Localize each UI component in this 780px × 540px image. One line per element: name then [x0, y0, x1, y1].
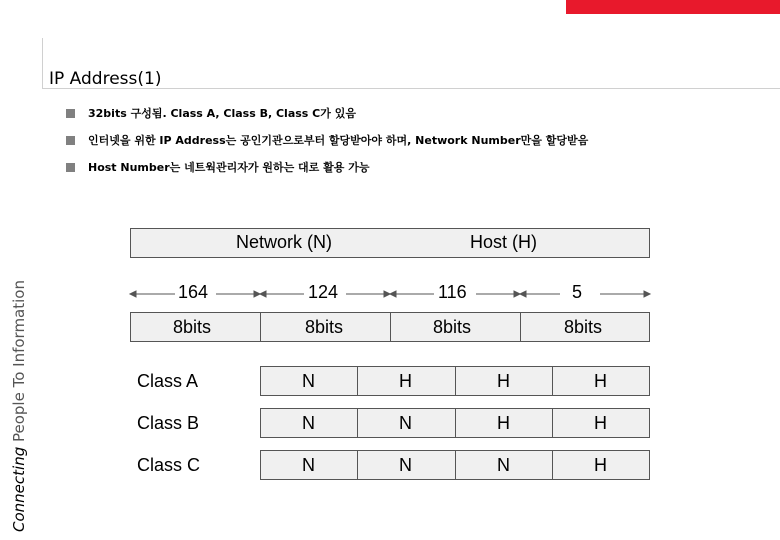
class-divider	[552, 366, 553, 396]
class-divider	[552, 450, 553, 480]
octet-bits-label: 8bits	[564, 317, 603, 337]
bits-divider	[260, 312, 261, 342]
class-part: N	[399, 413, 412, 433]
bits-divider	[390, 312, 391, 342]
octet-bits-label: 8bits	[305, 317, 344, 337]
bullet-text: Host Number는 네트웍관리자가 원하는 대로 활용 가능	[88, 161, 370, 174]
class-part: H	[594, 371, 607, 391]
bits-divider	[520, 312, 521, 342]
class-part: H	[497, 413, 510, 433]
class-part: N	[399, 455, 412, 475]
class-part: H	[497, 371, 510, 391]
octet-value: 124	[308, 282, 339, 302]
octet-value: 116	[438, 282, 467, 302]
side-caption-rest: People To Information	[10, 280, 28, 447]
octet-bits-label: 8bits	[433, 317, 472, 337]
class-divider	[455, 450, 456, 480]
slide-title: IP Address(1)	[49, 69, 162, 89]
class-part: H	[594, 413, 607, 433]
class-divider	[455, 408, 456, 438]
host-header-label: Host (H)	[470, 232, 537, 252]
class-divider	[357, 366, 358, 396]
class-divider	[357, 408, 358, 438]
class-part: N	[497, 455, 510, 475]
class-label: Class C	[137, 455, 201, 475]
class-divider	[357, 450, 358, 480]
octet-value: 5	[572, 282, 583, 302]
octet-bits-label: 8bits	[173, 317, 212, 337]
class-label: Class A	[137, 371, 199, 391]
class-part: H	[399, 371, 412, 391]
class-divider	[455, 366, 456, 396]
side-caption-italic: Connecting	[10, 446, 28, 532]
class-part: H	[594, 455, 607, 475]
bullet-text: 32bits 구성됨. Class A, Class B, Class C가 있음	[88, 107, 356, 120]
class-part: N	[302, 413, 315, 433]
class-divider	[552, 408, 553, 438]
class-part: N	[302, 455, 315, 475]
class-part: N	[302, 371, 315, 391]
network-header-label: Network (N)	[236, 232, 333, 252]
class-label: Class B	[137, 413, 200, 433]
bullet-text: 인터넷을 위한 IP Address는 공인기관으로부터 할당받아야 하며, Network Number만을 할당받음	[88, 134, 589, 147]
octet-value: 164	[178, 282, 209, 302]
